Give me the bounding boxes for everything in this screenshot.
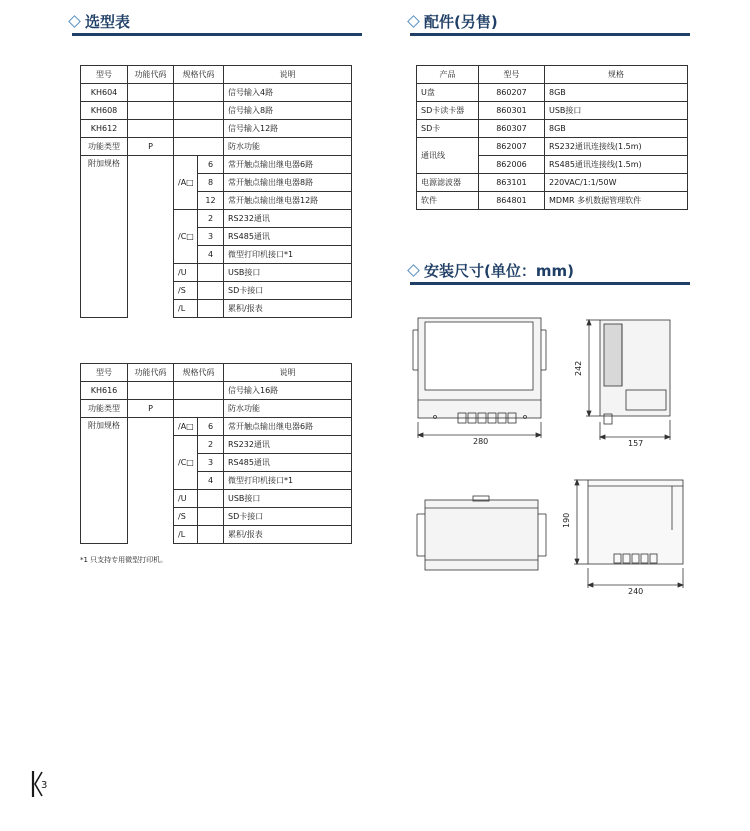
- header-spec-code: 规格代码: [174, 66, 224, 84]
- accessories-table: [416, 65, 688, 210]
- table-row: [81, 138, 352, 156]
- selection-table-2: [80, 363, 352, 544]
- num-cell: 4: [198, 472, 224, 490]
- desc-cell: 信号输入16路: [224, 382, 352, 400]
- desc-cell: 常开触点输出继电器12路: [224, 192, 352, 210]
- model-cell: KH608: [81, 102, 128, 120]
- model-cell: KH616: [81, 382, 128, 400]
- code-cell: 863101: [479, 174, 545, 192]
- code-cell: /L: [174, 300, 198, 318]
- header-func-code: 功能代码: [128, 66, 174, 84]
- desc-cell: 微型打印机接口*1: [224, 246, 352, 264]
- desc-cell: 累积/报表: [224, 526, 352, 544]
- desc-cell: RS485通讯: [224, 454, 352, 472]
- code-cell: 860307: [479, 120, 545, 138]
- code-cell: /U: [174, 490, 198, 508]
- code-cell: 862006: [479, 156, 545, 174]
- code-cell: /S: [174, 282, 198, 300]
- desc-cell: 累积/报表: [224, 300, 352, 318]
- table-row: [417, 138, 688, 156]
- code-cell: 864801: [479, 192, 545, 210]
- code-cell: 862007: [479, 138, 545, 156]
- c-code-cell: /C□: [174, 436, 198, 490]
- page-number-text: 3: [41, 780, 48, 791]
- product-cell: 电源滤波器: [417, 174, 479, 192]
- header-model: 型号: [81, 66, 128, 84]
- product-cell: SD卡: [417, 120, 479, 138]
- header-spec: 规格: [545, 66, 688, 84]
- a-code-cell: /A□: [174, 156, 198, 210]
- num-cell: 12: [198, 192, 224, 210]
- dim-height: 242: [574, 360, 583, 376]
- desc-cell: USB接口: [224, 490, 352, 508]
- cutout-view-drawing: [560, 470, 690, 600]
- desc-cell: USB接口: [224, 264, 352, 282]
- extra-label-cell: 附加规格: [81, 418, 128, 544]
- desc-cell: 防水功能: [224, 400, 352, 418]
- header-product: 产品: [417, 66, 479, 84]
- a-code-cell: /A□: [174, 418, 198, 436]
- num-cell: 4: [198, 246, 224, 264]
- header-desc: 说明: [224, 364, 352, 382]
- code-cell: /L: [174, 526, 198, 544]
- header-func-code: 功能代码: [128, 364, 174, 382]
- header-desc: 说明: [224, 66, 352, 84]
- desc-cell: 常开触点输出继电器8路: [224, 174, 352, 192]
- num-cell: 6: [198, 418, 224, 436]
- spec-cell: MDMR 多机数据管理软件: [545, 192, 688, 210]
- num-cell: 2: [198, 210, 224, 228]
- table-row: [417, 102, 688, 120]
- diamond-icon: [407, 15, 420, 28]
- desc-cell: 常开触点输出继电器6路: [224, 156, 352, 174]
- desc-cell: 信号输入8路: [224, 102, 352, 120]
- header-code: 型号: [479, 66, 545, 84]
- product-cell: U盘: [417, 84, 479, 102]
- code-cell: /U: [174, 264, 198, 282]
- accessories-rule: [410, 33, 690, 36]
- table-row: [81, 120, 352, 138]
- table-row: [417, 174, 688, 192]
- desc-cell: RS232通讯: [224, 210, 352, 228]
- num-cell: 2: [198, 436, 224, 454]
- table-row: [81, 400, 352, 418]
- product-cell: 软件: [417, 192, 479, 210]
- dimensions-rule: [410, 282, 690, 285]
- spec-cell: 220VAC/1:1/50W: [545, 174, 688, 192]
- func-label-cell: 功能类型: [81, 400, 128, 418]
- spec-cell: 8GB: [545, 120, 688, 138]
- desc-cell: RS232通讯: [224, 436, 352, 454]
- func-code-cell: P: [128, 400, 174, 418]
- side-view-drawing: [570, 310, 690, 450]
- desc-cell: 信号输入4路: [224, 84, 352, 102]
- top-view-drawing: [405, 490, 555, 590]
- code-cell: /S: [174, 508, 198, 526]
- dim-side-depth: 157: [628, 439, 644, 448]
- front-view-drawing: [405, 310, 555, 450]
- desc-cell: 微型打印机接口*1: [224, 472, 352, 490]
- desc-cell: RS485通讯: [224, 228, 352, 246]
- dim-cut-width: 240: [628, 587, 644, 596]
- table-row: [81, 102, 352, 120]
- diamond-icon: [407, 264, 420, 277]
- table-row: [81, 418, 352, 436]
- table-row: [417, 192, 688, 210]
- desc-cell: 信号输入12路: [224, 120, 352, 138]
- dim-cut-height: 190: [562, 512, 571, 528]
- desc-cell: SD卡接口: [224, 508, 352, 526]
- table-row: [417, 84, 688, 102]
- num-cell: 8: [198, 174, 224, 192]
- accessories-title: 配件(另售): [407, 12, 498, 32]
- spec-cell: RS485通讯连接线(1.5m): [545, 156, 688, 174]
- num-cell: 6: [198, 156, 224, 174]
- num-cell: 3: [198, 228, 224, 246]
- spec-cell: 8GB: [545, 84, 688, 102]
- selection-table-1: [80, 65, 352, 318]
- func-label-cell: 功能类型: [81, 138, 128, 156]
- page-number: [30, 770, 50, 800]
- table-row: [81, 84, 352, 102]
- num-cell: 3: [198, 454, 224, 472]
- model-cell: KH612: [81, 120, 128, 138]
- diamond-icon: [68, 15, 81, 28]
- table-header-row: [417, 66, 688, 84]
- dim-front-width: 280: [473, 437, 489, 446]
- header-spec-code: 规格代码: [174, 364, 224, 382]
- selection-title: 选型表: [68, 12, 130, 32]
- desc-cell: SD卡接口: [224, 282, 352, 300]
- code-cell: 860301: [479, 102, 545, 120]
- footnote: *1 只支持专用微型打印机。: [80, 556, 168, 564]
- table-header-row: [81, 66, 352, 84]
- header-model: 型号: [81, 364, 128, 382]
- dimensions-title: 安装尺寸(单位：mm): [407, 261, 574, 281]
- table-header-row: [81, 364, 352, 382]
- code-cell: 860207: [479, 84, 545, 102]
- selection-rule: [72, 33, 362, 36]
- spec-cell: RS232通讯连接线(1.5m): [545, 138, 688, 156]
- table-row: [81, 156, 352, 174]
- c-code-cell: /C□: [174, 210, 198, 264]
- func-code-cell: P: [128, 138, 174, 156]
- model-cell: KH604: [81, 84, 128, 102]
- table-row: [417, 120, 688, 138]
- product-cell: SD卡读卡器: [417, 102, 479, 120]
- desc-cell: 防水功能: [224, 138, 352, 156]
- extra-label-cell: 附加规格: [81, 156, 128, 318]
- spec-cell: USB接口: [545, 102, 688, 120]
- desc-cell: 常开触点输出继电器6路: [224, 418, 352, 436]
- table-row: [81, 382, 352, 400]
- product-cell: 通讯线: [417, 138, 479, 174]
